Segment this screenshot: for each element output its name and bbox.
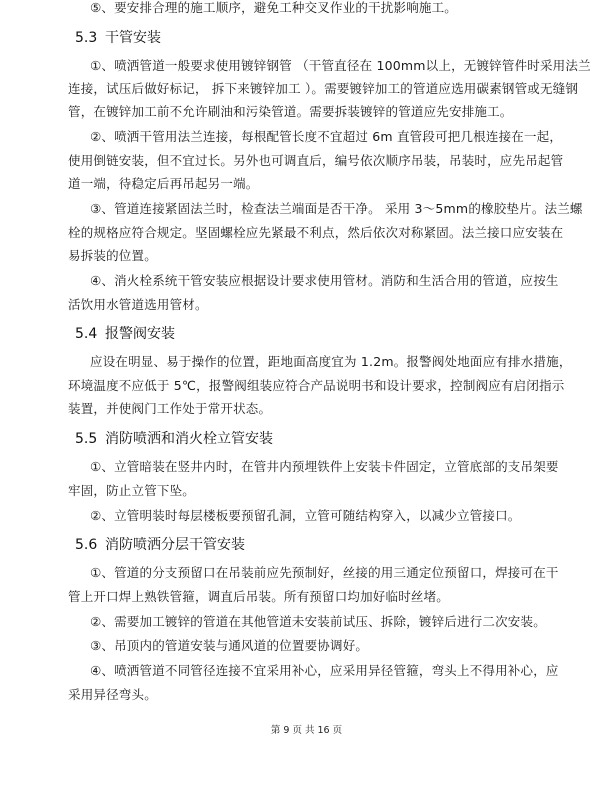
paragraph-line: 连接，试压后做好标记， 拆下来镀锌加工 ）。需要镀锌加工的管道应选用碳素钢管或无缝钢 (68, 81, 579, 96)
paragraph-line: ③、管道连接紧固法兰时，检查法兰端面是否干净。 采用 3～5mm的橡胶垫片。法兰螺 (90, 201, 583, 216)
paragraph-line: 栓的规格应符合规定。坚固螺栓应先紧最不利点，然后依次对称紧固。法兰接口应安装在 (68, 225, 564, 240)
section-title: 消防喷洒分层干管安装 (105, 537, 245, 553)
page-footer: 第 9 页 共 16 页 (270, 725, 343, 736)
section-heading-5-4 (75, 325, 175, 343)
section-heading-5-5 (75, 430, 273, 448)
section-title: 报警阀安装 (105, 326, 175, 342)
section-heading-5-3 (75, 29, 161, 47)
section-number: 5.6 (75, 537, 98, 553)
paragraph-line: 牢固，防止立管下坠。 (68, 483, 196, 498)
paragraph-line: ⑤、要安排合理的施工顺序，避免工种交叉作业的干扰影响施工。 (90, 0, 458, 15)
paragraph-line: ④、喷洒管道不同管径连接不宜采用补心，应采用异径管箍，弯头上不得用补心，应 (90, 663, 559, 678)
paragraph-line: 易拆装的位置。 (68, 248, 157, 263)
paragraph-line: ①、立管暗装在竖井内时，在管井内预埋铁件上安装卡件固定，立管底部的支吊架要 (90, 459, 559, 474)
paragraph-line: 道一端，待稳定后再吊起另一端。 (68, 176, 259, 191)
paragraph-line: 采用异径弯头。 (68, 687, 157, 702)
paragraph-line: 环境温度不应低于 5℃，报警阀组装应符合产品说明书和设计要求，控制阀应有启闭指示 (68, 378, 565, 393)
paragraph-line: ②、需要加工镀锌的管道在其他管道未安装前试压、拆除，镀锌后进行二次安装。 (90, 614, 546, 629)
paragraph-line: ②、立管明装时每层楼板要预留孔洞，立管可随结构穿入，以减少立管接口。 (90, 508, 521, 523)
paragraph-line: ②、喷洒干管用法兰连接，每根配管长度不宜超过 6m 直管段可把几根连接在一起， (90, 129, 563, 144)
section-title: 干管安装 (105, 30, 161, 46)
section-number: 5.3 (75, 30, 98, 46)
paragraph-line: 装置，并使阀门工作处于常开状态。 (68, 401, 272, 416)
paragraph-line: 活饮用水管道选用管材。 (68, 297, 208, 312)
section-number: 5.5 (75, 431, 98, 447)
paragraph-line: ①、管道的分支预留口在吊装前应先预制好，丝接的用三通定位预留口，焊接可在干 (90, 565, 559, 580)
paragraph-line: ④、消火栓系统干管安装应根据设计要求使用管材。消防和生活合用的管道，应按生 (90, 273, 559, 288)
section-number: 5.4 (75, 326, 98, 342)
section-title: 消防喷洒和消火栓立管安装 (105, 431, 273, 447)
paragraph-line: 使用倒链安装，但不宜过长。另外也可调直后，编号依次顺序吊装，吊装时，应先吊起管 (68, 153, 564, 168)
section-heading-5-6 (75, 536, 245, 554)
paragraph-line: ③、吊顶内的管道安装与通风道的位置要协调好。 (90, 638, 369, 653)
paragraph-line: ①、喷洒管道一般要求使用镀锌钢管 （干管直径在 100mm以上，无镀锌管件时采用法兰 (90, 58, 591, 73)
paragraph-line: 管上开口焊上熟铁管箍，调直后吊装。所有预留口均加好临时丝堵。 (68, 589, 450, 604)
paragraph-line: 管，在镀锌加工前不允许刷油和污染管道。需要拆装镀锌的管道应先安排施工。 (68, 104, 513, 119)
paragraph-line: 应设在明显、易于操作的位置，距地面高度宜为 1.2m。报警阀处地面应有排水措施， (90, 354, 572, 369)
